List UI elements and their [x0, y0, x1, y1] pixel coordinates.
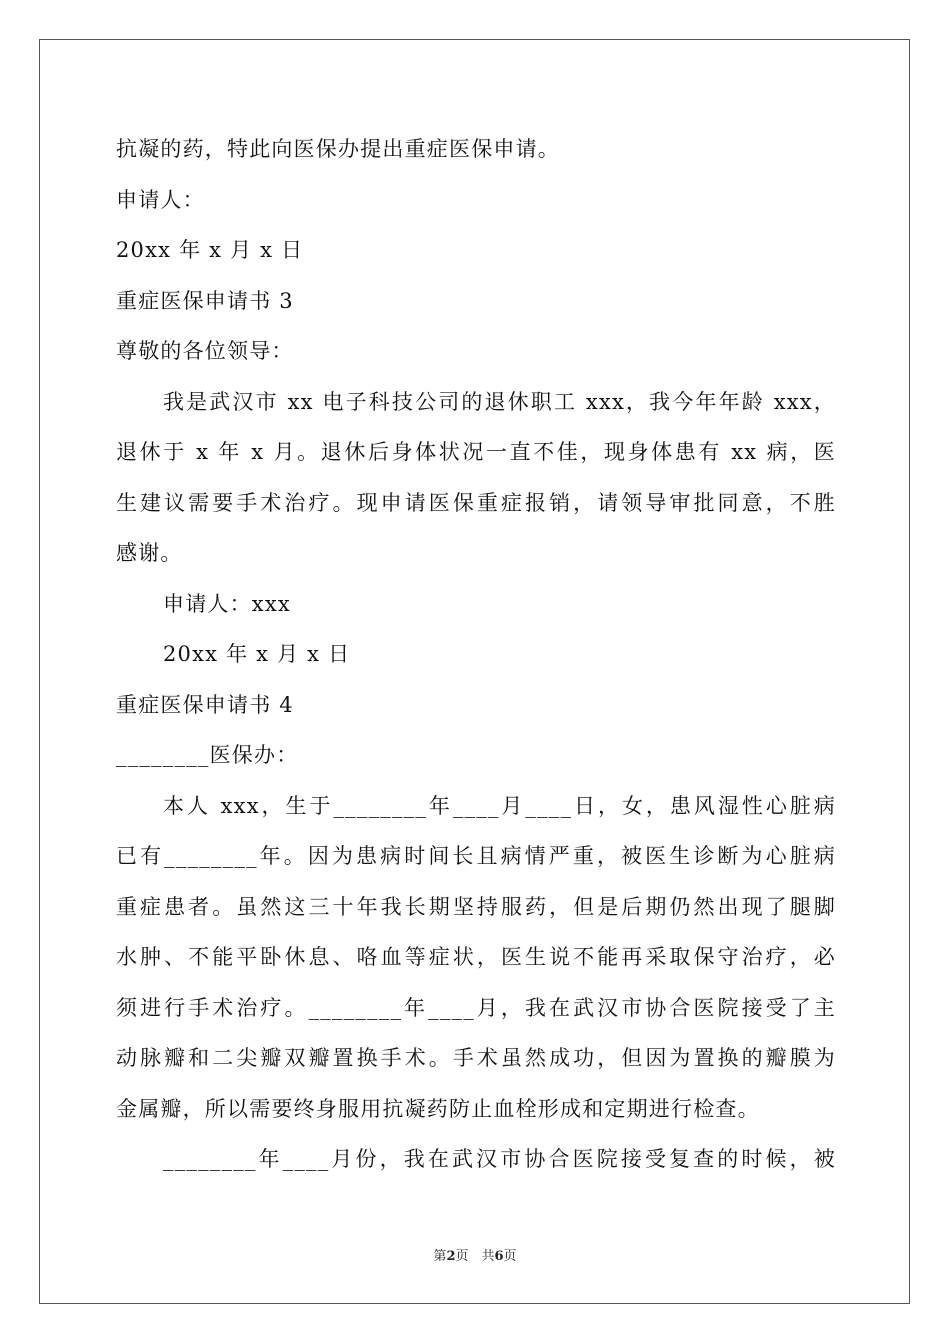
paragraph-line: 重症患者。虽然这三十年我长期坚持服药，但是后期仍然出现了腿脚 — [116, 894, 836, 919]
text-line: 抗凝的药，特此向医保办提出重症医保申请。 — [116, 137, 560, 161]
paragraph-line: 退休于 x 年 x 月。退休后身体状况一直不佳，现身体患有 xx 病，医 — [116, 440, 836, 464]
footer-suffix: 页 — [503, 1249, 517, 1264]
page-footer — [0, 1245, 950, 1264]
paragraph-line: 本人 xxx，生于________年____月____日，女，患风湿性心脏病 — [163, 793, 836, 818]
applicant-label: 申请人： — [116, 187, 205, 212]
salutation: 尊敬的各位领导： — [116, 339, 294, 363]
date-line: 20xx 年 x 月 x 日 — [163, 642, 351, 666]
section-title: 重症医保申请书 3 — [116, 288, 294, 313]
date-line: 20xx 年 x 月 x 日 — [116, 238, 304, 262]
current-page-number: 2 — [446, 1249, 456, 1264]
document-body — [116, 124, 836, 1185]
paragraph-line: 感谢。 — [116, 541, 183, 565]
paragraph-line: 须进行手术治疗。________年____月，我在武汉市协合医院接受了主 — [116, 995, 836, 1020]
footer-middle: 页 共 — [455, 1249, 495, 1264]
paragraph-line: 我是武汉市 xx 电子科技公司的退休职工 xxx，我今年年龄 xxx， — [163, 389, 836, 414]
paragraph-line: 动脉瓣和二尖瓣双瓣置换手术。手术虽然成功，但因为置换的瓣膜为 — [116, 1046, 836, 1070]
paragraph-line: 已有________年。因为患病时间长且病情严重，被医生诊断为心脏病 — [116, 844, 836, 868]
paragraph-line: ________年____月份，我在武汉市协合医院接受复查的时候，被 — [163, 1147, 836, 1171]
applicant-signature: 申请人：xxx — [163, 591, 291, 616]
paragraph-line: 生建议需要手术治疗。现申请医保重症报销，请领导审批同意，不胜 — [116, 490, 836, 515]
section-title: 重症医保申请书 4 — [116, 692, 294, 717]
paragraph-line: 金属瓣，所以需要终身服用抗凝药防止血栓形成和定期进行检查。 — [116, 1096, 760, 1121]
total-page-number: 6 — [494, 1249, 504, 1264]
paragraph-line: 水肿、不能平卧休息、咯血等症状，医生说不能再采取保守治疗，必 — [116, 945, 836, 969]
salutation: ________医保办： — [116, 743, 299, 767]
footer-prefix: 第 — [433, 1249, 447, 1264]
